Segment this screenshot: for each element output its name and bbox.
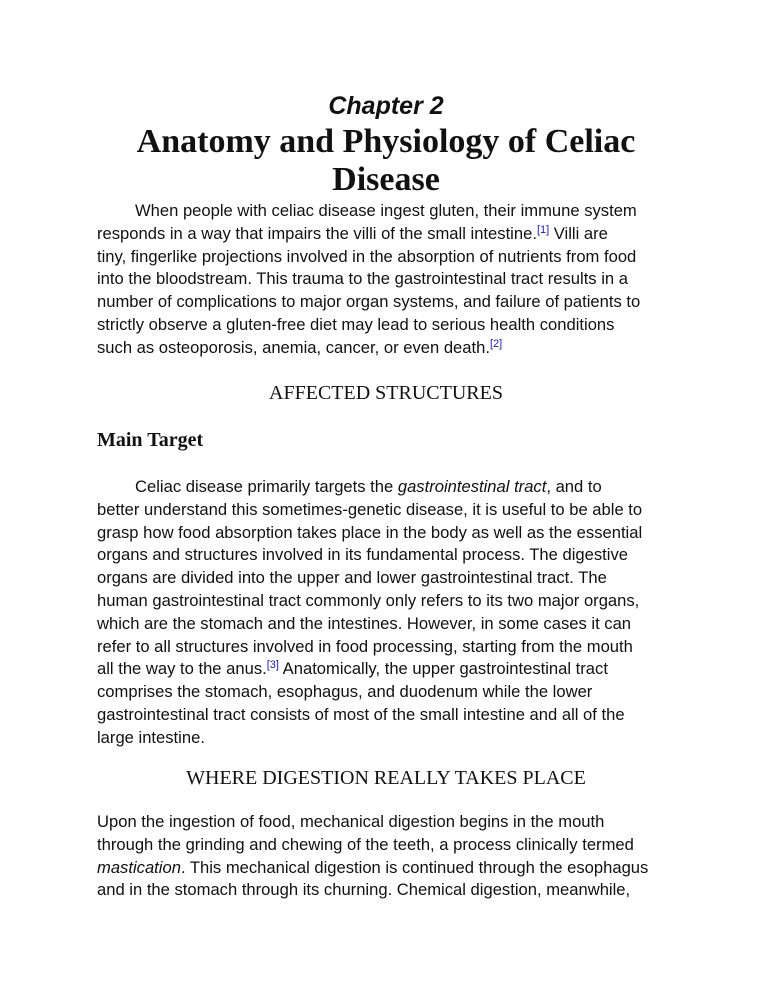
footnote-ref-1[interactable]: [1] <box>536 223 550 236</box>
intro-line-text: responds in a way that impairs the villi of the small intestine. <box>97 223 537 243</box>
footnote-ref-2[interactable]: [2] <box>489 337 503 350</box>
intro-line-text: Villi are <box>549 223 608 243</box>
main-target-line: grasp how food absorption takes place in the body as well as the essential <box>97 522 643 542</box>
intro-line: number of complications to major organ systems, and failure of patients to <box>97 292 641 312</box>
digestion-line: Upon the ingestion of food, mechanical digestion begins in the mouth <box>97 812 605 831</box>
digestion-line <box>97 857 675 880</box>
main-target-line: comprises the stomach, esophagus, and duodenum while the lower <box>97 682 593 702</box>
main-target-line <box>97 476 675 499</box>
main-target-text: Celiac disease primarily targets the <box>135 477 398 496</box>
main-target-line: refer to all structures involved in food processing, starting from the mouth <box>97 636 633 656</box>
chapter-title-line2: Disease <box>332 161 440 198</box>
main-target-line: large intestine. <box>97 727 205 747</box>
subsection-heading-main-target: Main Target <box>97 429 204 451</box>
digestion-line: and in the stomach through its churning. Chemical digestion, meanwhile, <box>97 880 631 900</box>
main-target-text: Anatomically, the upper gastrointestinal tract <box>278 659 608 679</box>
intro-line <box>97 223 675 246</box>
digestion-emphasis: mastication <box>97 857 181 877</box>
intro-line: into the bloodstream. This trauma to the gastrointestinal tract results in a <box>97 269 628 289</box>
intro-line: strictly observe a gluten-free diet may lead to serious health conditions <box>97 314 615 334</box>
main-target-line: which are the stomach and the intestines. However, in some cases it can <box>97 613 632 633</box>
main-target-emphasis: gastrointestinal tract <box>397 477 547 496</box>
main-target-line <box>97 658 675 681</box>
intro-paragraph <box>97 200 675 360</box>
digestion-paragraph <box>97 811 675 902</box>
main-target-line: organs are divided into the upper and lower gastrointestinal tract. The <box>97 568 607 588</box>
main-target-text: , and to <box>546 477 602 496</box>
main-target-line: gastrointestinal tract consists of most of the small intestine and all of the <box>97 704 625 724</box>
main-target-paragraph <box>97 476 675 750</box>
intro-line: When people with celiac disease ingest gluten, their immune system <box>135 201 637 220</box>
chapter-title <box>97 123 675 199</box>
main-target-text: all the way to the anus. <box>97 659 267 679</box>
digestion-text: . This mechanical digestion is continued through the esophagus <box>180 857 649 877</box>
section-heading-affected-structures: AFFECTED STRUCTURES <box>269 382 503 404</box>
intro-line-text: such as osteoporosis, anemia, cancer, or even death. <box>97 337 490 357</box>
footnote-ref-3[interactable]: [3] <box>266 659 279 672</box>
intro-line: tiny, fingerlike projections involved in the absorption of nutrients from food <box>97 246 637 266</box>
main-target-line: human gastrointestinal tract commonly only refers to its two major organs, <box>97 590 640 610</box>
main-target-line: better understand this sometimes-genetic disease, it is useful to be able to <box>97 499 643 519</box>
chapter-title-line1: Anatomy and Physiology of Celiac <box>136 123 636 160</box>
digestion-line: through the grinding and chewing of the teeth, a process clinically termed <box>97 834 634 854</box>
chapter-label: Chapter 2 <box>328 92 444 120</box>
section-heading-where-digestion: WHERE DIGESTION REALLY TAKES PLACE <box>186 767 586 789</box>
intro-line <box>97 337 675 360</box>
main-target-line: organs and structures involved in its fundamental process. The digestive <box>97 545 628 565</box>
